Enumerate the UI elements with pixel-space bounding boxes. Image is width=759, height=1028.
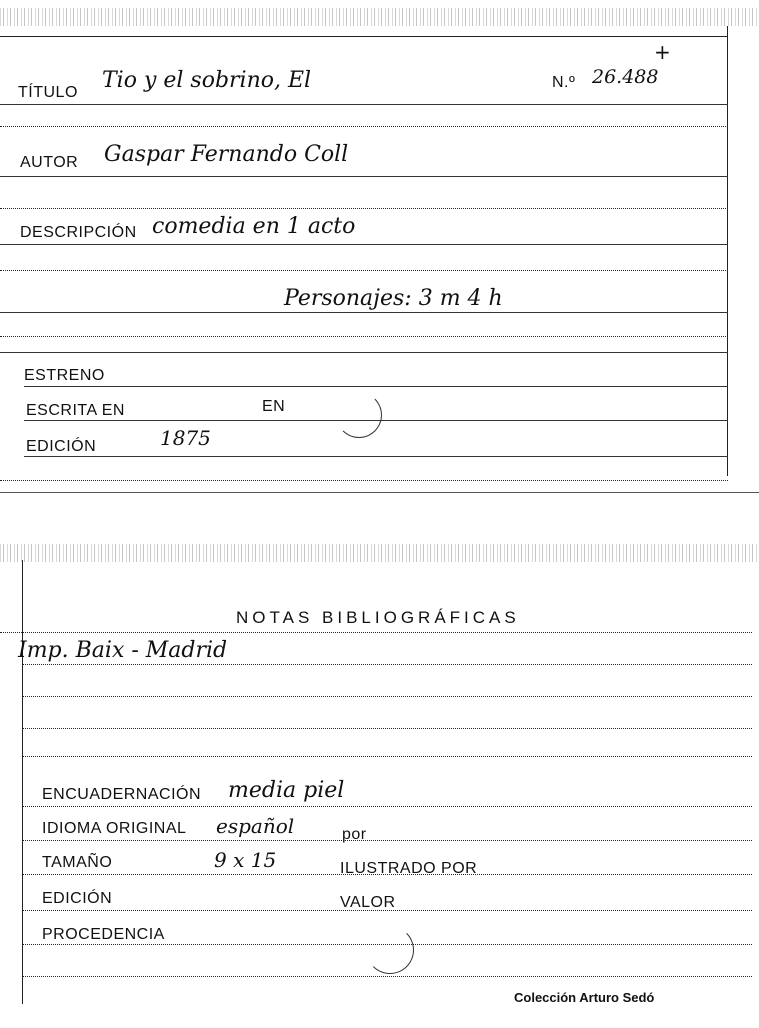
- idioma-value: español: [216, 814, 295, 838]
- rule-line: [0, 126, 728, 127]
- autor-label: AUTOR: [20, 154, 79, 171]
- plus-mark: +: [654, 40, 671, 64]
- tamano-value: 9 x 15: [214, 848, 277, 872]
- por-label: por: [342, 826, 367, 843]
- edicion-value: 1875: [160, 426, 211, 450]
- rule-line: [22, 976, 752, 977]
- card-edge-texture: [0, 544, 759, 562]
- idioma-label: IDIOMA ORIGINAL: [42, 820, 187, 837]
- rule-line: [0, 244, 728, 245]
- card-bottom-edge: [0, 492, 759, 493]
- catalog-card-back: [0, 540, 759, 1028]
- rule-line: [22, 840, 752, 841]
- rule-line: [22, 756, 752, 757]
- card-right-border: [727, 26, 728, 476]
- numero-value: 26.488: [592, 66, 659, 88]
- card-left-border: [22, 560, 23, 1004]
- card-top-border: [0, 36, 728, 37]
- escrita-label: ESCRITA EN: [26, 402, 125, 419]
- tamano-label: TAMAÑO: [42, 854, 113, 871]
- descripcion-value: comedia en 1 acto: [152, 214, 356, 239]
- notas-heading: NOTAS BIBLIOGRÁFICAS: [236, 608, 520, 627]
- rule-line: [0, 336, 728, 337]
- rule-line: [0, 352, 728, 353]
- rule-line: [0, 312, 728, 313]
- coleccion-footer: Colección Arturo Sedó: [514, 990, 655, 1005]
- valor-label: VALOR: [340, 894, 396, 911]
- rule-line: [22, 874, 752, 875]
- estreno-label: ESTRENO: [24, 367, 105, 384]
- descripcion-label: DESCRIPCIÓN: [20, 224, 137, 241]
- autor-value: Gaspar Fernando Coll: [104, 142, 349, 167]
- rule-line: [24, 456, 728, 457]
- rule-line: [24, 420, 728, 421]
- card-edge-texture: [0, 8, 759, 26]
- rule-line: [22, 728, 752, 729]
- rule-line: [0, 270, 728, 271]
- en-label: EN: [262, 398, 286, 415]
- encuadernacion-label: ENCUADERNACIÓN: [42, 786, 202, 803]
- catalog-card-front: [0, 0, 759, 495]
- rule-line: [0, 176, 728, 177]
- stamp-circle-mark: [336, 392, 382, 438]
- rule-line: [0, 104, 728, 105]
- procedencia-label: PROCEDENCIA: [42, 926, 165, 943]
- titulo-label: TÍTULO: [18, 84, 78, 101]
- rule-line: [22, 696, 752, 697]
- rule-line: [24, 386, 728, 387]
- edicion-label: EDICIÓN: [26, 438, 97, 455]
- rule-line: [22, 910, 752, 911]
- rule-line: [0, 632, 752, 633]
- titulo-value: Tio y el sobrino, El: [102, 68, 312, 93]
- numero-label: N.º: [552, 74, 576, 91]
- rule-line: [22, 664, 752, 665]
- rule-line: [22, 806, 752, 807]
- notas-value: Imp. Baix - Madrid: [18, 638, 228, 663]
- ilustrado-label: ILUSTRADO POR: [340, 860, 478, 877]
- encuadernacion-value: media piel: [228, 778, 345, 803]
- rule-line: [22, 944, 752, 945]
- personajes-value: Personajes: 3 m 4 h: [284, 286, 503, 311]
- rule-line: [0, 480, 728, 481]
- stamp-circle-mark: [366, 926, 414, 974]
- edicion-label-2: EDICIÓN: [42, 890, 113, 907]
- rule-line: [0, 208, 728, 209]
